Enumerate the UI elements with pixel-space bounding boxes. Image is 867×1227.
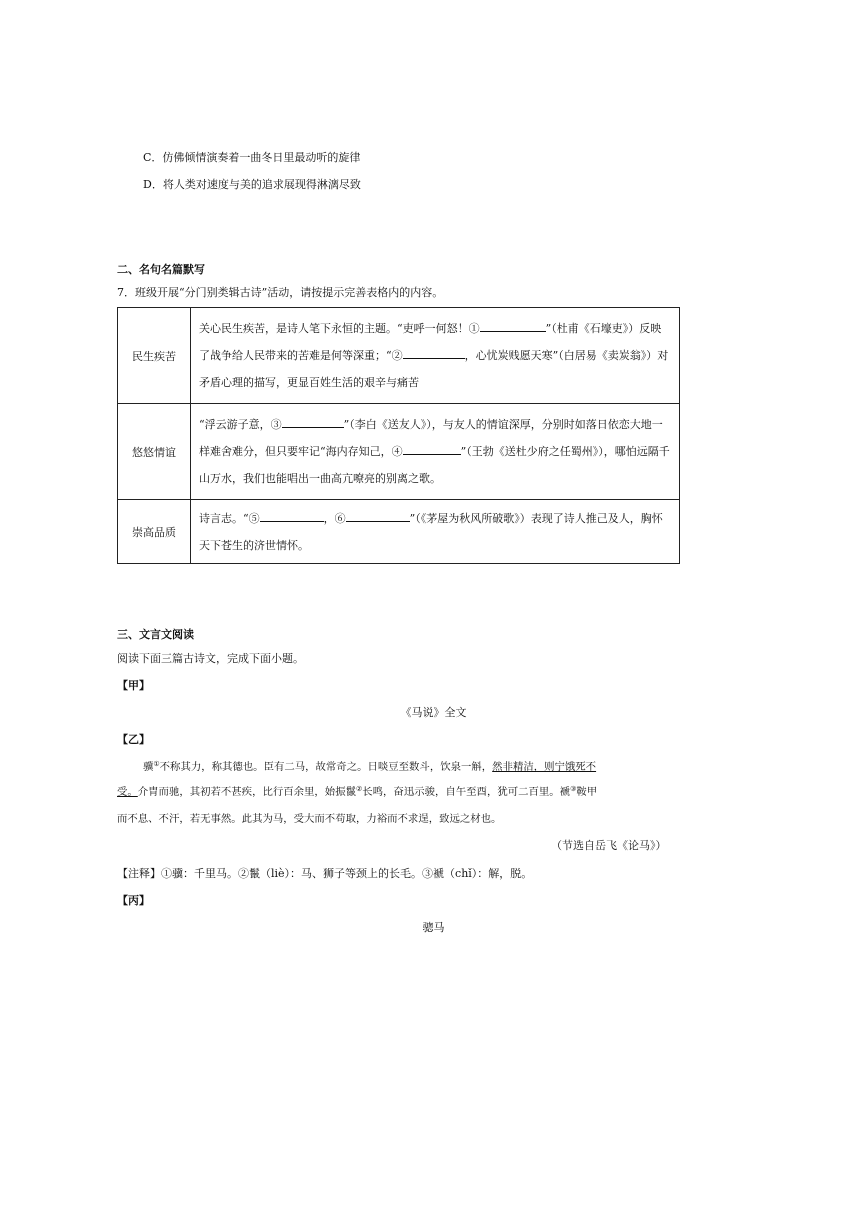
yi-text: 不称其力，称其德也。臣有二马，故常奇之。日啖豆至数斗，饮泉一斛， [159, 761, 493, 773]
section-3-heading: 三、文言文阅读 [117, 628, 194, 641]
row2-text-c: ”（王勃《送杜少府之任蜀州》），哪怕远隔千山万水，我们也能唱出一曲高亢嘹亮的别离之歌。 [199, 445, 670, 485]
yi-text: 介胄而驰，其初若不甚疾，比行百余里，始振鬣 [137, 786, 356, 798]
blank-3[interactable] [282, 416, 344, 428]
footnote-mark: ① [153, 760, 160, 768]
row2-text-a: “浮云游子意，③ [199, 418, 282, 431]
footnote-mark: ③ [570, 785, 577, 793]
passage-yi-line-2 [117, 784, 597, 800]
blank-5[interactable] [260, 510, 324, 522]
category-cell: 悠悠情谊 [118, 404, 191, 500]
passage-yi-line-1 [143, 759, 596, 775]
row3-text-a: 诗言志。“⑤ [199, 511, 260, 525]
passage-yi-line-3: 而不息、不汗，若无事然。此其为马，受大而不苟取，力裕而不求逞，致远之材也。 [117, 813, 502, 825]
passage-jia-title: 《马说》全文 [400, 706, 467, 719]
yi-text: 鞍甲 [576, 786, 598, 798]
option-c: C．仿佛倾情演奏着一曲冬日里最动听的旋律 [143, 151, 361, 164]
blank-6[interactable] [346, 510, 410, 522]
row3-text-b: ，⑥ [323, 511, 346, 525]
question-7: 7．班级开展“分门别类辑古诗”活动，请按提示完善表格内的内容。 [117, 286, 444, 299]
category-cell: 民生疾苦 [118, 308, 191, 404]
table-row [118, 404, 680, 500]
poem-table [117, 307, 680, 564]
passage-yi-label: 【乙】 [117, 733, 150, 746]
table-row [118, 500, 680, 564]
blank-2[interactable] [403, 347, 465, 359]
row2-text-b: ”（李白《送友人》），与友人的情谊深厚，分别时如落日依恋大地一样难舍难分，但只要牢记“海内存知己，④ [199, 418, 663, 458]
passage-yi-source: （节选自岳飞《论马》） [551, 839, 667, 852]
option-d: D．将人类对速度与美的追求展现得淋漓尽致 [143, 178, 361, 191]
category-cell: 崇高品质 [118, 500, 191, 564]
passage-jia-label: 【甲】 [117, 679, 150, 692]
blank-4[interactable] [403, 443, 461, 455]
section-2-heading: 二、名句名篇默写 [117, 263, 205, 276]
row1-text-a: 关心民生疾苦，是诗人笔下永恒的主题。“吏呼一何怒！① [199, 322, 480, 335]
row3-text-c: ”（《茅屋为秋风所破歌》）表现了诗人推己及人，胸怀天下苍生的济世情怀。 [199, 511, 663, 552]
underlined-sentence: 然非精洁，则宁饿死不 [492, 761, 597, 773]
content-cell [191, 500, 680, 564]
passage-bing-title: 骢马 [422, 921, 445, 934]
reading-intro: 阅读下面三篇古诗文，完成下面小题。 [117, 652, 304, 665]
content-cell [191, 404, 680, 500]
table-row [118, 308, 680, 404]
row1-text-b: ”（杜甫《石壕吏》）反映了战争给人民带来的苦难是何等深重；“② [199, 322, 662, 362]
annotations: 【注释】①骥：千里马。②鬣（liè）：马、狮子等颈上的长毛。③褫（chǐ）：解，脱。 [117, 867, 533, 880]
passage-bing-label: 【丙】 [117, 894, 150, 907]
content-cell [191, 308, 680, 404]
yi-text: 骥 [143, 761, 154, 773]
underlined-sentence: 受。 [117, 786, 138, 798]
footnote-mark: ② [355, 785, 363, 793]
row1-text-c: ，心忧炭贱愿天寒”（白居易《卖炭翁》）对矛盾心理的描写，更显百姓生活的艰辛与痛苦 [199, 349, 669, 389]
yi-text: 长鸣，奋迅示骏，自午至酉，犹可二百里。褫 [362, 786, 571, 798]
blank-1[interactable] [480, 320, 546, 332]
